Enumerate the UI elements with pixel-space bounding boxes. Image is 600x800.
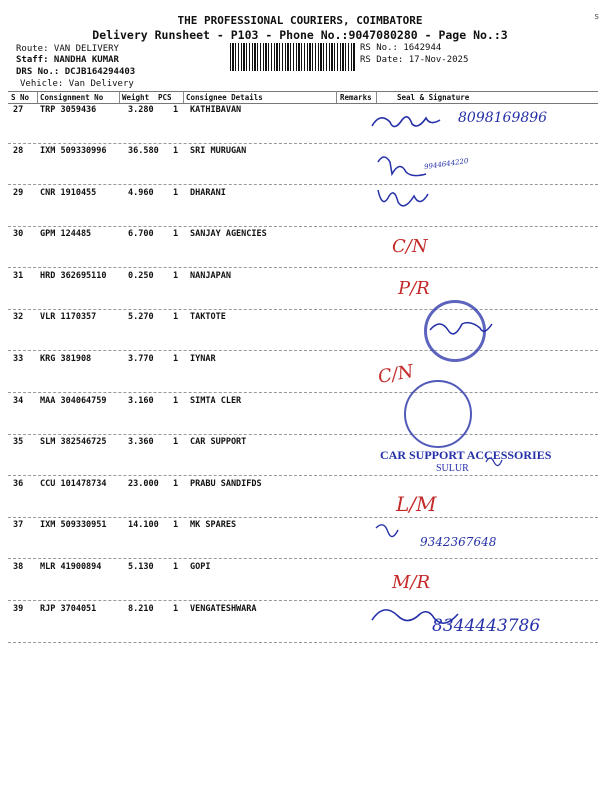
cell-pcs: 1 [173, 312, 179, 322]
cell-consignee: CAR SUPPORT [190, 437, 247, 447]
cell-pcs: 1 [173, 479, 179, 489]
cell-sno: 36 [13, 479, 24, 489]
cell-sno: 27 [13, 105, 24, 115]
cell-consignee: MK SPARES [190, 520, 237, 530]
cell-sno: 37 [13, 520, 24, 530]
vehicle-info: Vehicle: Van Delivery [20, 79, 134, 89]
cell-consignment: IXM 509330951 [40, 520, 107, 530]
cell-sno: 33 [13, 354, 24, 364]
cell-consignment: SLM 382546725 [40, 437, 107, 447]
cell-weight: 8.210 [128, 604, 154, 614]
header-seal: Seal & Signature [397, 93, 470, 102]
cell-pcs: 1 [173, 520, 179, 530]
cell-sno: 30 [13, 229, 24, 239]
cell-consignee: KATHIBAVAN [190, 105, 242, 115]
cell-weight: 5.130 [128, 562, 154, 572]
cell-consignee: SANJAY AGENCIES [190, 229, 267, 239]
header-weight: Weight [122, 93, 150, 102]
cell-consignee: GOPI [190, 562, 211, 572]
staff-info: Staff: NANDHA KUMAR [16, 55, 119, 65]
rs-number: RS No.: 1642944 [360, 43, 442, 53]
header-consignment: Consignment No [40, 93, 104, 102]
handwritten-mark-36: L/M [396, 492, 437, 516]
cell-weight: 3.160 [128, 396, 154, 406]
handwritten-phone-37: 9342367648 [420, 535, 497, 549]
cell-pcs: 1 [173, 604, 179, 614]
stamp-place: SULUR [436, 463, 469, 474]
signature-28 [378, 157, 426, 176]
corner-mark: s [594, 12, 600, 22]
cell-weight: 3.280 [128, 105, 154, 115]
cell-weight: 5.270 [128, 312, 154, 322]
cell-pcs: 1 [173, 437, 179, 447]
cell-sno: 29 [13, 188, 24, 198]
cell-pcs: 1 [173, 562, 179, 572]
cell-consignee: SIMTA CLER [190, 396, 242, 406]
stamp-34 [404, 380, 472, 448]
cell-consignee: NANJAPAN [190, 271, 231, 281]
cell-consignment: VLR 1170357 [40, 312, 97, 322]
signature-27 [372, 117, 440, 127]
header-sno: S No [11, 93, 30, 102]
cell-pcs: 1 [173, 146, 179, 156]
cell-pcs: 1 [173, 229, 179, 239]
cell-consignment: MLR 41900894 [40, 562, 102, 572]
cell-consignment: CNR 1910455 [40, 188, 97, 198]
cell-consignment: GPM 124485 [40, 229, 92, 239]
signature-37 [376, 525, 398, 537]
cell-weight: 36.580 [128, 146, 159, 156]
route-info: Route: VAN DELIVERY [16, 44, 119, 54]
cell-consignee: IYNAR [190, 354, 216, 364]
header-consignee: Consignee Details [186, 93, 263, 102]
cell-consignee: SRI MURUGAN [190, 146, 247, 156]
cell-weight: 3.770 [128, 354, 154, 364]
cell-consignee: PRABU SANDIFDS [190, 479, 262, 489]
cell-consignment: KRG 381908 [40, 354, 92, 364]
cell-consignment: HRD 362695110 [40, 271, 107, 281]
handwritten-phone-28: 9944644220 [423, 156, 469, 172]
cell-pcs: 1 [173, 105, 179, 115]
handwritten-mark-38: M/R [392, 572, 431, 593]
cell-consignment: TRP 3059436 [40, 105, 97, 115]
cell-sno: 38 [13, 562, 24, 572]
cell-consignment: IXM 509330996 [40, 146, 107, 156]
cell-consignment: RJP 3704051 [40, 604, 97, 614]
cell-weight: 4.960 [128, 188, 154, 198]
cell-sno: 39 [13, 604, 24, 614]
cell-pcs: 1 [173, 271, 179, 281]
cell-pcs: 1 [173, 396, 179, 406]
cell-pcs: 1 [173, 354, 179, 364]
cell-consignment: CCU 101478734 [40, 479, 107, 489]
header-pcs: PCS [158, 93, 172, 102]
cell-weight: 0.250 [128, 271, 154, 281]
handwritten-mark-33: C/N [376, 361, 416, 388]
cell-sno: 35 [13, 437, 24, 447]
cell-consignee: VENGATESHWARA [190, 604, 257, 614]
handwritten-phone-27: 8098169896 [458, 110, 548, 126]
drs-number: DRS No.: DCJB164294403 [16, 67, 136, 77]
cell-consignee: DHARANI [190, 188, 226, 198]
cell-weight: 14.100 [128, 520, 159, 530]
cell-weight: 3.360 [128, 437, 154, 447]
cell-sno: 32 [13, 312, 24, 322]
stamp-32 [424, 300, 486, 362]
runsheet-title: Delivery Runsheet - P103 - Phone No.:9047080280 - Page No.:3 [92, 28, 508, 42]
company-title: THE PROFESSIONAL COURIERS, COIMBATORE [177, 14, 423, 27]
cell-sno: 34 [13, 396, 24, 406]
cell-weight: 23.000 [128, 479, 159, 489]
cell-pcs: 1 [173, 188, 179, 198]
signature-29 [378, 190, 428, 206]
cell-sno: 28 [13, 146, 24, 156]
handwritten-phone-39: 8344443786 [432, 616, 541, 636]
handwritten-mark-30: C/N [392, 236, 428, 257]
rs-date: RS Date: 17-Nov-2025 [360, 55, 469, 65]
cell-consignee: TAKTOTE [190, 312, 226, 322]
handwritten-mark-31: P/R [398, 278, 430, 299]
stamp-company-name: CAR SUPPORT ACCESSORIES [380, 448, 552, 462]
cell-consignment: MAA 304064759 [40, 396, 107, 406]
cell-sno: 31 [13, 271, 24, 281]
header-remarks: Remarks [340, 93, 372, 102]
cell-weight: 6.700 [128, 229, 154, 239]
